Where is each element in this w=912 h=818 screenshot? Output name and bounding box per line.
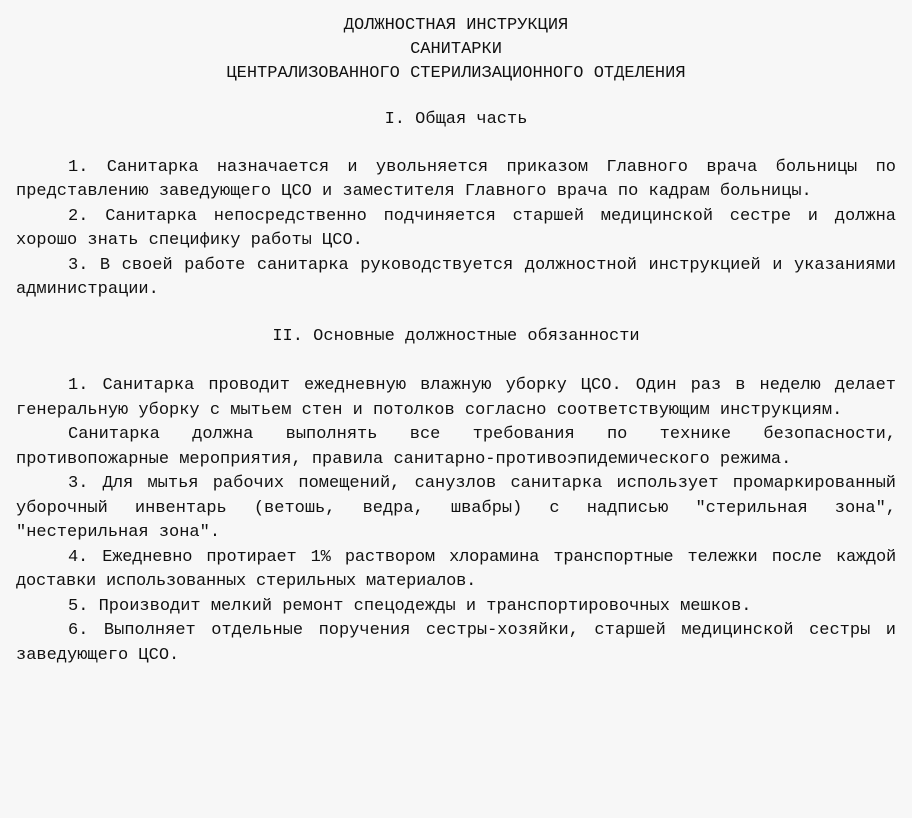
paragraph: Санитарка должна выполнять все требования по технике безопасности, противопожарные мероприятия, правила санитарно-противоэпидемического режима. <box>16 425 896 469</box>
section-title-general: I. Общая часть <box>384 110 528 129</box>
paragraph: 1. Санитарка назначается и увольняется приказом Главного врача больницы по представлению заведующего ЦСО и заместителя Главного врача по кадрам больницы. <box>16 157 896 201</box>
section-general <box>16 108 896 303</box>
document-header <box>16 14 896 86</box>
paragraph: 1. Санитарка проводит ежедневную влажную уборку ЦСО. Один раз в неделю делает генеральную уборку с мытьем стен и потолков согласно соответствующим инструкциям. <box>16 376 896 420</box>
paragraph: 3. Для мытья рабочих помещений, санузлов санитарка использует промаркированный уборочный инвентарь (ветошь, ведра, швабры) с надписью "стерильная зона", "нестерильная зона". <box>16 474 896 542</box>
paragraph: 6. Выполняет отдельные поручения сестры-хозяйки, старшей медицинской сестры и заведующего ЦСО. <box>16 621 896 665</box>
section-title-duties: II. Основные должностные обязанности <box>272 326 640 346</box>
header-line-3: ЦЕНТРАЛИЗОВАННОГО СТЕРИЛИЗАЦИОННОГО ОТДЕЛЕНИЯ <box>226 64 686 83</box>
header-line-2: САНИТАРКИ <box>410 40 502 59</box>
header-line-1: ДОЛЖНОСТНАЯ ИНСТРУКЦИЯ <box>343 16 569 35</box>
paragraph: 5. Производит мелкий ремонт спецодежды и транспортировочных мешков. <box>68 596 752 616</box>
paragraph: 4. Ежедневно протирает 1% раствором хлорамина транспортные тележки после каждой доставки использованных стерильных материалов. <box>16 547 896 591</box>
paragraph: 2. Санитарка непосредственно подчиняется старшей медицинской сестре и должна хорошо знать специфику работы ЦСО. <box>16 206 896 250</box>
paragraph: 3. В своей работе санитарка руководствуется должностной инструкцией и указаниями администрации. <box>16 255 896 299</box>
section-duties <box>16 325 896 669</box>
